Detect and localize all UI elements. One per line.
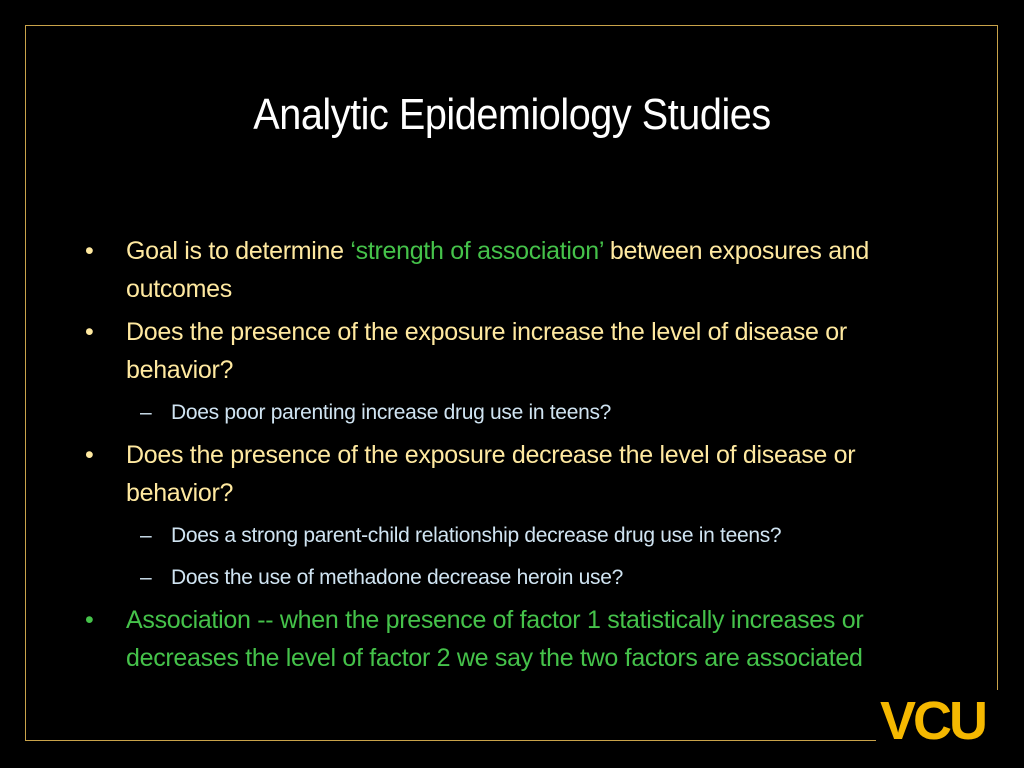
bullet-text-after: between exposures and outcomes (126, 237, 870, 303)
slide-title: Analytic Epidemiology Studies (253, 90, 771, 139)
bullet-highlight: ‘strength of association’ (350, 237, 604, 265)
sub-bullet-poor-parenting (85, 394, 925, 432)
sub-bullet-mark: – (140, 566, 152, 589)
sub-bullet-text: Does the use of methadone decrease heroin use? (171, 566, 624, 589)
sub-bullet-text: Does a strong parent-child relationship decrease drug use in teens? (171, 524, 782, 547)
bullet-mark: • (85, 237, 94, 265)
vcu-logo: VCU (880, 691, 986, 751)
bullet-mark: • (85, 318, 94, 346)
bullet-text: Does the presence of the exposure decrease the level of disease or behavior? (126, 441, 856, 507)
sub-bullet-parent-child (85, 517, 925, 555)
bullet-text: Association -- when the presence of factor 1 statistically increases or decreases the level of factor 2 we say the two factors are associated (126, 606, 864, 672)
bullet-list (85, 232, 925, 682)
bullet-mark: • (85, 441, 94, 469)
bullet-text: Goal is to determine (126, 237, 351, 265)
sub-bullet-mark: – (140, 524, 152, 547)
bullet-goal (85, 232, 925, 308)
bullet-increase (85, 313, 925, 389)
bullet-association (85, 601, 925, 677)
sub-bullet-mark: – (140, 401, 152, 424)
bullet-decrease (85, 436, 925, 512)
sub-bullet-methadone (85, 559, 925, 597)
sub-bullet-text: Does poor parenting increase drug use in teens? (171, 401, 612, 424)
bullet-mark: • (85, 606, 94, 634)
bullet-text: Does the presence of the exposure increase the level of disease or behavior? (126, 318, 847, 384)
